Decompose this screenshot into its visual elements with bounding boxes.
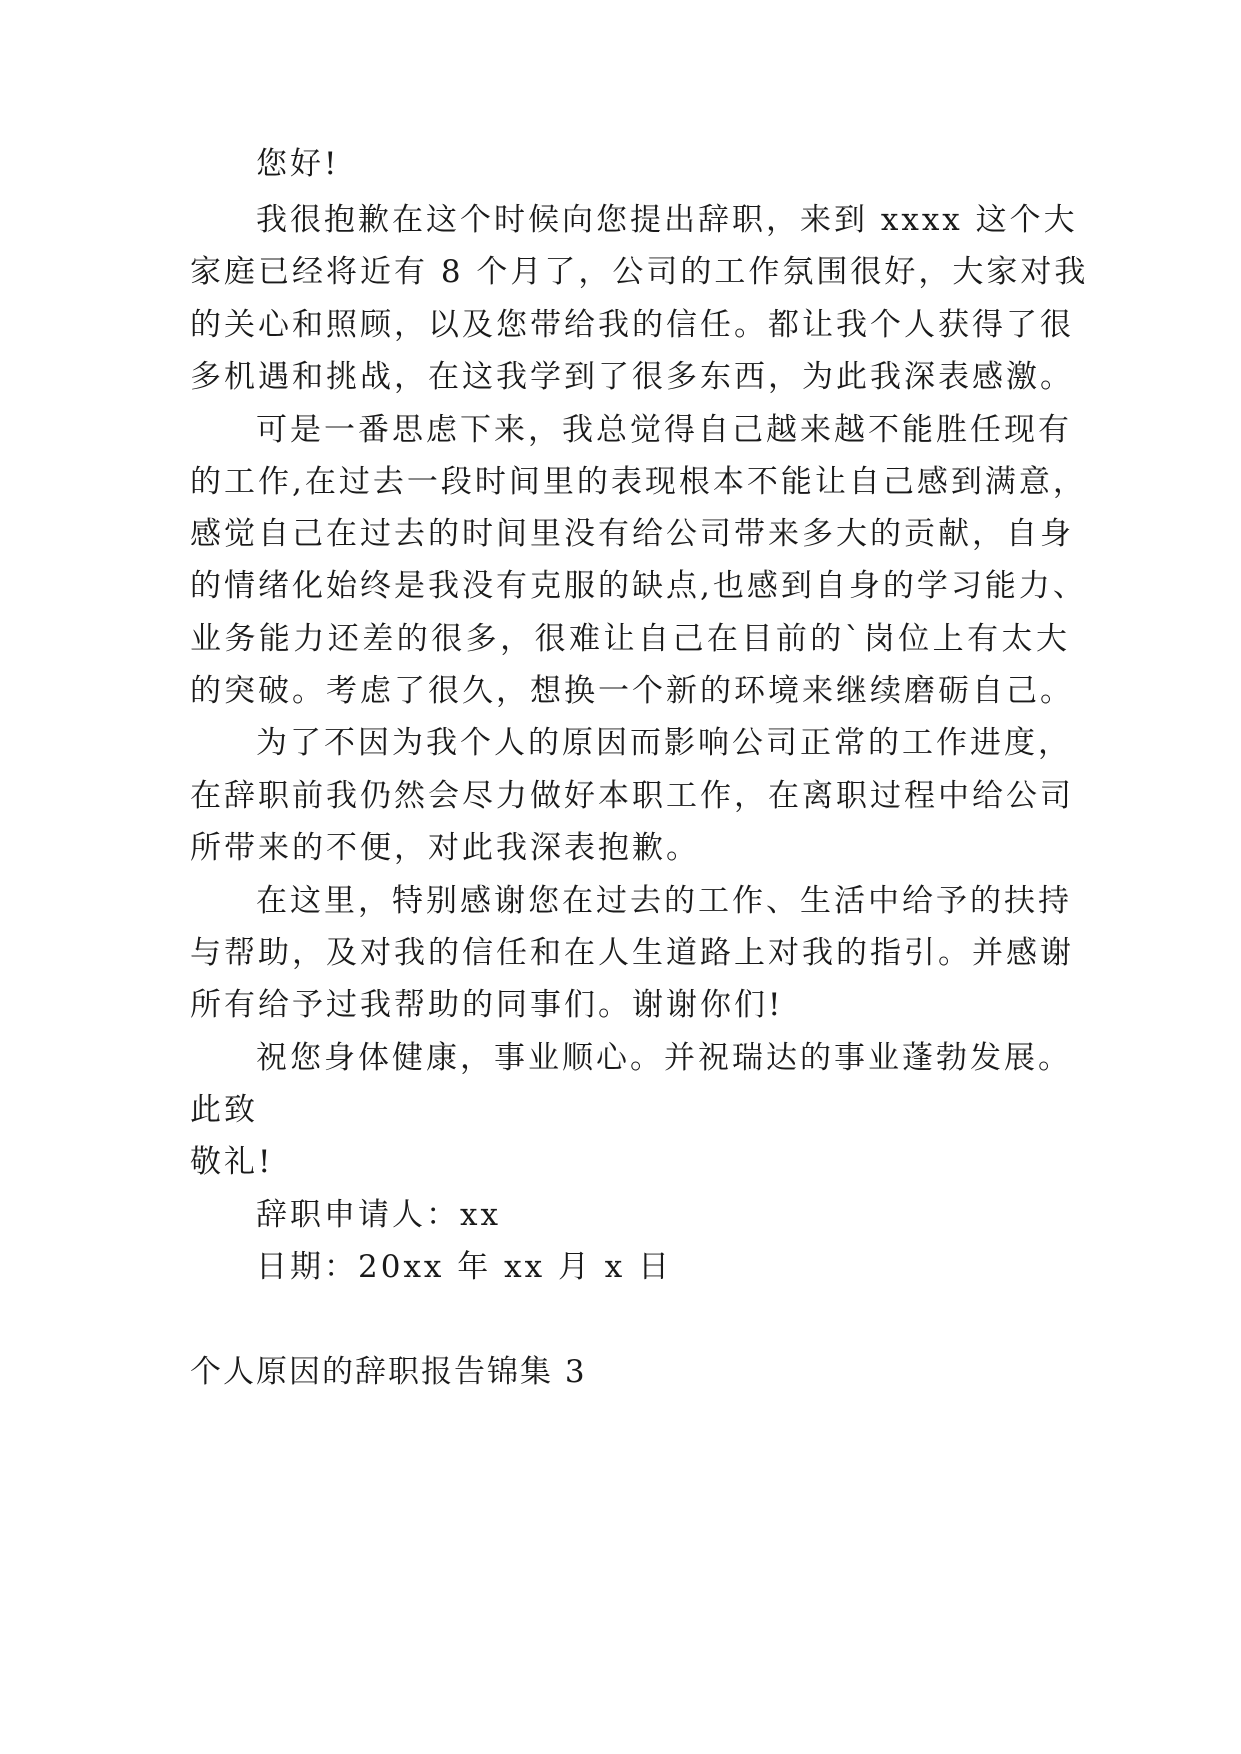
date: 日期：20xx 年 xx 月 x 日 bbox=[256, 1249, 673, 1285]
paragraph-1-line-4: 多机遇和挑战，在这我学到了很多东西，为此我深表感激。 bbox=[190, 359, 1074, 395]
paragraph-2-line-2: 的工作,在过去一段时间里的表现根本不能让自己感到满意， bbox=[190, 464, 1087, 500]
paragraph-1-line-3: 的关心和照顾，以及您带给我的信任。都让我个人获得了很 bbox=[190, 307, 1074, 343]
paragraph-4-line-3: 所有给予过我帮助的同事们。谢谢你们! bbox=[190, 987, 784, 1023]
paragraph-1-line-1: 我很抱歉在这个时候向您提出辞职，来到 xxxx 这个大 bbox=[256, 202, 1078, 238]
greeting: 您好! bbox=[256, 146, 340, 182]
paragraph-2-line-4: 的情绪化始终是我没有克服的缺点,也感到自身的学习能力、 bbox=[190, 568, 1087, 604]
paragraph-2-line-1: 可是一番思虑下来，我总觉得自己越来越不能胜任现有 bbox=[256, 412, 1072, 448]
paragraph-3-line-1: 为了不因为我个人的原因而影响公司正常的工作进度， bbox=[256, 725, 1072, 761]
paragraph-5-line-1: 祝您身体健康，事业顺心。并祝瑞达的事业蓬勃发展。 bbox=[256, 1040, 1072, 1076]
paragraph-4-line-2: 与帮助，及对我的信任和在人生道路上对我的指引。并感谢 bbox=[190, 935, 1074, 971]
paragraph-4-line-1: 在这里，特别感谢您在过去的工作、生活中给予的扶持 bbox=[256, 883, 1072, 919]
paragraph-1-line-2: 家庭已经将近有 8 个月了，公司的工作氛围很好，大家对我 bbox=[190, 254, 1089, 290]
closing-2: 敬礼! bbox=[190, 1144, 274, 1180]
paragraph-3-line-2: 在辞职前我仍然会尽力做好本职工作，在离职过程中给公司 bbox=[190, 778, 1074, 814]
closing-1: 此致 bbox=[190, 1092, 258, 1128]
next-section-title: 个人原因的辞职报告锦集 3 bbox=[190, 1354, 587, 1390]
paragraph-3-line-3: 所带来的不便，对此我深表抱歉。 bbox=[190, 830, 700, 866]
paragraph-2-line-6: 的突破。考虑了很久，想换一个新的环境来继续磨砺自己。 bbox=[190, 673, 1074, 709]
paragraph-2-line-3: 感觉自己在过去的时间里没有给公司带来多大的贡献，自身 bbox=[190, 516, 1074, 552]
signature: 辞职申请人：xx bbox=[256, 1197, 501, 1233]
paragraph-2-line-5: 业务能力还差的很多，很难让自己在目前的`岗位上有太大 bbox=[190, 621, 1070, 657]
